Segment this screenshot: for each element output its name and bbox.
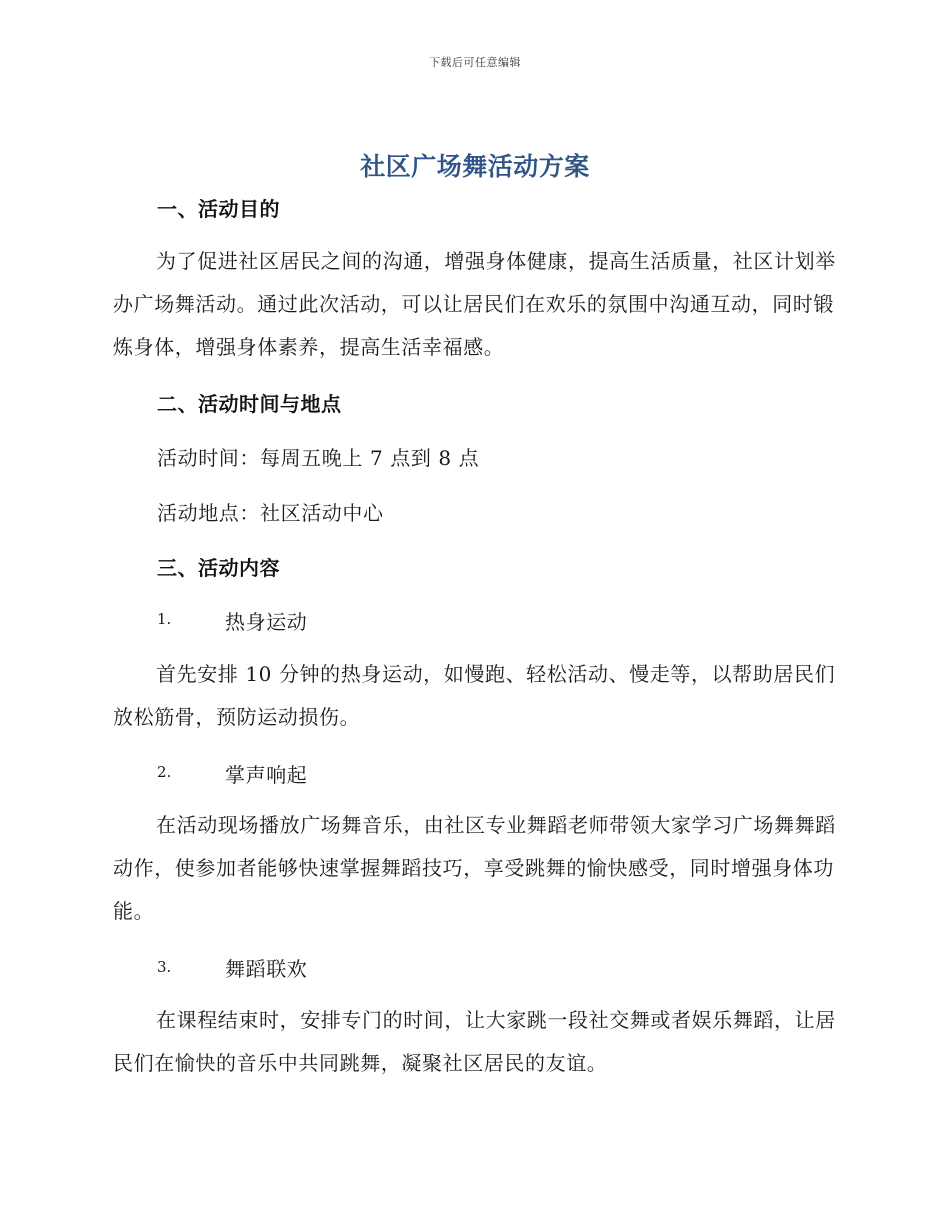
applause-paragraph: 在活动现场播放广场舞音乐，由社区专业舞蹈老师带领大家学习广场舞舞蹈动作，使参加者能够快速掌握舞蹈技巧，享受跳舞的愉快感受，同时增强身体功能。 <box>113 813 836 923</box>
dance-party-paragraph: 在课程结束时，安排专门的时间，让大家跳一段社交舞或者娱乐舞蹈，让居民们在愉快的音乐中共同跳舞，凝聚社区居民的友谊。 <box>113 1008 836 1075</box>
header-note: 下载后可任意编辑 <box>429 56 521 69</box>
section-heading-purpose: 一、活动目的 <box>157 197 280 221</box>
warmup-paragraph: 首先安排 10 分钟的热身运动，如慢跑、轻松活动、慢走等，以帮助居民们放松筋骨，预防运动损伤。 <box>113 662 836 729</box>
activity-time-line: 活动时间：每周五晚上 7 点到 8 点 <box>157 446 480 470</box>
list-item-label-warmup: 热身运动 <box>225 610 308 634</box>
activity-place-line: 活动地点：社区活动中心 <box>157 501 384 525</box>
section-heading-time-place: 二、活动时间与地点 <box>157 392 342 416</box>
list-item-number: 2. <box>157 763 172 781</box>
list-item-label-applause: 掌声响起 <box>225 763 308 787</box>
list-item-number: 1. <box>157 610 172 628</box>
list-item-number: 3. <box>157 958 172 976</box>
document-title: 社区广场舞活动方案 <box>360 152 590 181</box>
purpose-paragraph: 为了促进社区居民之间的沟通，增强身体健康，提高生活质量，社区计划举办广场舞活动。通过此次活动，可以让居民们在欢乐的氛围中沟通互动，同时锻炼身体，增强身体素养，提高生活幸福感。 <box>113 249 836 359</box>
section-heading-content: 三、活动内容 <box>157 556 280 580</box>
list-item-label-dance-party: 舞蹈联欢 <box>225 957 308 981</box>
